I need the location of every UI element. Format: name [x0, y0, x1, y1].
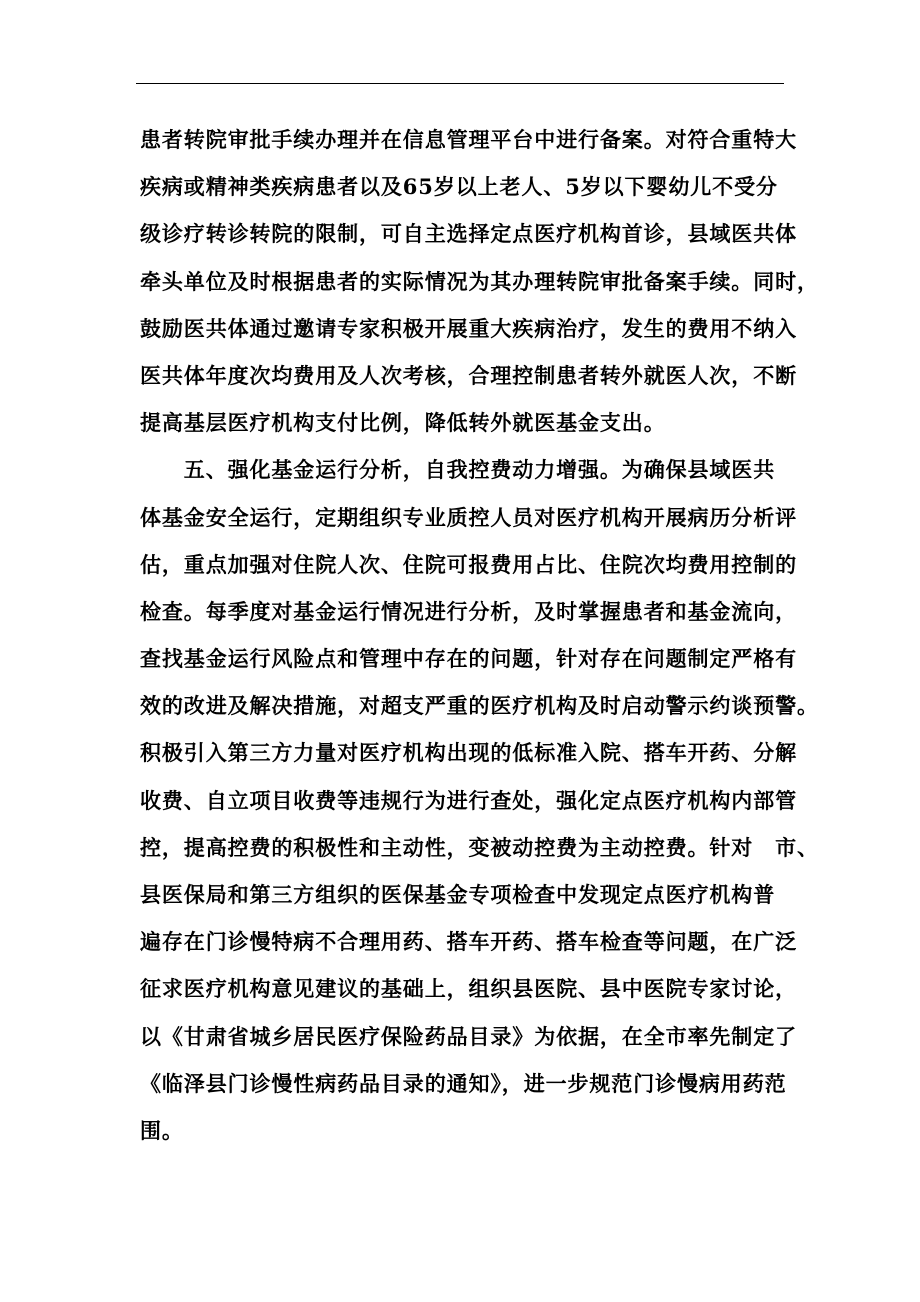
text-line: 《临泽县门诊慢性病药品目录的通知》，进一步规范门诊慢病用药范 [140, 1070, 787, 1096]
text-line: 县医保局和第三方组织的医保基金专项检查中发现定点医疗机构普 [140, 882, 776, 907]
text-line: 查找基金运行风险点和管理中存在的问题，针对存在问题制定严格有 [140, 646, 797, 672]
text-line: 征求医疗机构意见建议的基础上，组织县医院、县中医院专家讨论， [140, 976, 797, 1002]
text-line: 控，提高控费的积极性和主动性，变被动控费为主动控费。针对 市、 [140, 834, 819, 860]
text-line: 遍存在门诊慢特病不合理用药、搭车开药、搭车检查等问题，在广泛 [140, 929, 797, 955]
text-line: 收费、自立项目收费等违规行为进行查处，强化定点医疗机构内部管 [140, 787, 797, 813]
text-line: 牵头单位及时根据患者的实际情况为其办理转院审批备案手续。同时， [140, 268, 819, 294]
text-line: 级诊疗转诊转院的限制，可自主选择定点医疗机构首诊，县域医共体 [140, 221, 797, 247]
text-line: 以《甘肃省城乡居民医疗保险药品目录》为依据，在全市率先制定了 [140, 1023, 797, 1049]
text-line: 提高基层医疗机构支付比例，降低转外就医基金支出。 [140, 410, 666, 436]
header-rule [136, 83, 784, 84]
text-line: 五、强化基金运行分析，自我控费动力增强。为确保县域医共 [140, 457, 776, 483]
body-text [140, 116, 819, 1154]
text-line: 效的改进及解决措施，对超支严重的医疗机构及时启动警示约谈预警。 [140, 693, 819, 719]
text-line: 疾病或精神类疾病患者以及65岁以上老人、5岁以下婴幼儿不受分 [140, 174, 778, 200]
text-line: 体基金安全运行，定期组织专业质控人员对医疗机构开展病历分析评 [140, 504, 797, 530]
text-line: 围。 [140, 1117, 184, 1143]
text-line: 医共体年度次均费用及人次考核，合理控制患者转外就医人次，不断 [140, 362, 797, 388]
text-line: 鼓励医共体通过邀请专家积极开展重大疾病治疗，发生的费用不纳入 [140, 315, 797, 341]
text-line: 估，重点加强对住院人次、住院可报费用占比、住院次均费用控制的 [140, 551, 797, 577]
text-line: 积极引入第三方力量对医疗机构出现的低标准入院、搭车开药、分解 [140, 740, 797, 766]
text-line: 检查。每季度对基金运行情况进行分析，及时掌握患者和基金流向， [140, 598, 797, 624]
text-line: 患者转院审批手续办理并在信息管理平台中进行备案。对符合重特大 [140, 127, 797, 152]
